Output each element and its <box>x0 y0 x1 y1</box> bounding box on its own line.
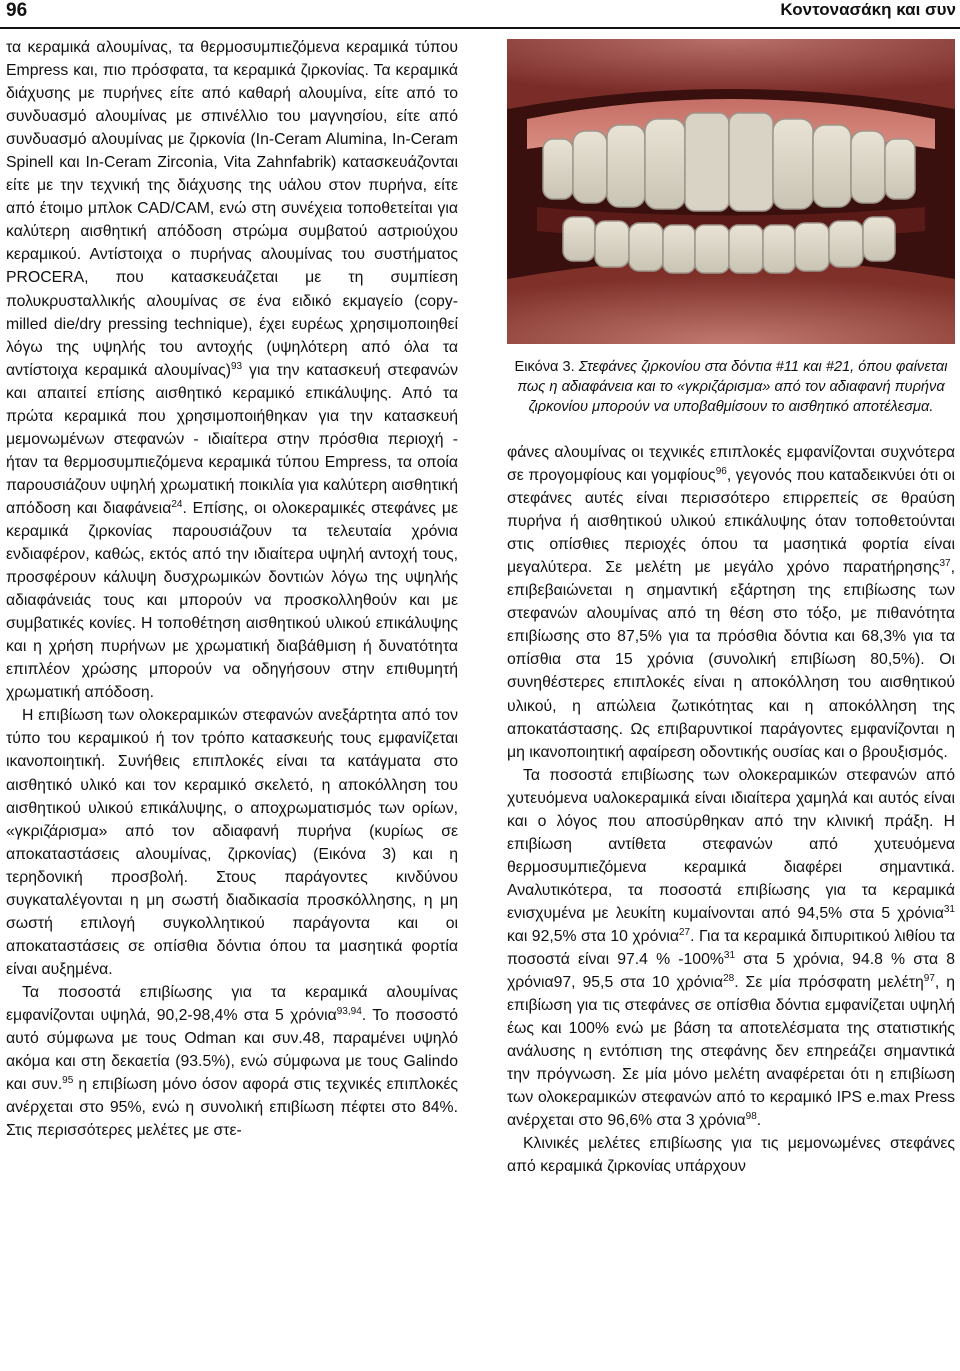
right-column <box>507 441 955 1179</box>
left-paragraph-2: Η επιβίωση των ολοκεραμικών στεφανών ανεξάρτητα από τον τύπο του κεραμικού ή τον τρόπο κατασκευής τους εμφανίζεται ικανοποιητική. Συνήθεις επιπλοκές είναι τα κατάγματα στο αισθητικό υλικό και τον κεραμικό σκελετό, η αποκόλληση του αισθητικού υλικού επικάλυψης, ο αποχρωματισμός των ορίων, «γκριζάρισμα» από τον αδιαφανή πυρήνα (κυρίως σε αποκαταστάσεις αλουμίνας, ζιρκονίας) (Εικόνα 3) και η τερηδονική προσβολή. Στους παράγοντες κινδύνου συγκαταλέγονται η μη σωστή διαδικασία προσκόλλησης, η μη σωστή επιλογή συγκολλητικού παράγοντα και οι αποκαταστάσεις σε οπίσθια δόντια όπου τα μασητικά φορτία είναι αυξημένα. <box>6 707 458 978</box>
running-head: Κοντονασάκη και συν <box>780 0 956 19</box>
left-paragraph-3: Τα ποσοστά επιβίωσης για τα κεραμικά αλουμίνας εμφανίζονται υψηλά, 90,2-98,4% στα 5 χρόνια$^{93,94}$. Το ποσοστό αυτό σύμφωνα με τους Odman και συν.48, παραμένει υψηλό ακόμα και στη δεκαετία (93.5%), ενώ σύμφωνα με τους Galindo και συν.$^{95}$ η επιβίωση μόνο όσον αφορά στις τεχνικές επιπλοκές ανέρχεται στο 95%, ενώ η συνολική επιβίωση πέφτει στο 84%. Στις περισσότερες μελέτες με στε- <box>6 983 458 1140</box>
right-paragraph-1: φάνες αλουμίνας οι τεχνικές επιπλοκές εμφανίζονται συχνότερα σε προγομφίους και γομφίους$^{96}$, γεγονός που καταδεικνύει ότι οι στεφάνες αυτές είναι περισσότερο επιρρεπείς σε θραύση πυρήνα ή αισθητικού υλικού επικάλυψης όταν τοποθετούνται στις οπίσθιες περιοχές όπου τα μασητικά φορτία είναι μεγαλύτερα. Σε μελέτη με μεγάλο χρόνο παρατήρησης$^{37}$, επιβεβαιώνεται η σημαντική εξάρτηση της επιβίωσης των στεφανών αλουμίνας από τη θέση στο τόξο, με πιθανότητα επιβίωσης στο 87,5% για τα πρόσθια δόντια και 68,3% για τα οπίσθια στα 15 χρόνια (συνολική επιβίωση 80,5%). Οι συνηθέστερες επιπλοκές είναι η αποκόλληση του αισθητικού υλικού, η απώλεια ζωτικότητας και η αποκόλληση της αποκατάστασης. Ως επιβαρυντικοί παράγοντες εμφανίζονται η μη ικανοποιητική αφαίρεση οδοντικής ουσίας και ο βρουξισμός. <box>507 444 956 761</box>
left-column <box>6 36 458 1142</box>
dental-photo <box>507 39 955 344</box>
figure-label: Εικόνα 3. <box>514 359 575 375</box>
figure-caption-text: Στεφάνες ζιρκονίου στα δόντια #11 και #21, όπου φαίνεται πως η αδιαφάνεια και το «γκριζάρισμα» από τον αδιαφανή πυρήνα ζιρκονίου μπορούν να υποβαθμίσουν το αισθητικό αποτέλεσμα. <box>517 359 948 415</box>
header-rule <box>0 27 960 29</box>
right-paragraph-2: Τα ποσοστά επιβίωσης των ολοκεραμικών στεφανών από χυτευόμενα υαλοκεραμικά είναι ιδιαίτερα χαμηλά και αυτός είναι και ο λόγος που αποσύρθηκαν από την κλινική πράξη. Η επιβίωση αντίθετα στεφανών από χυτευόμενα θερμοσυμπιεζόμενα κεραμικά διαφέρει σημαντικά. Αναλυτικότερα, τα ποσοστά επιβίωσης για τα κεραμικά ενισχυμένα με λευκίτη κυμαίνονται από 94,5% στα 5 χρόνια$^{31}$ και 92,5% στα 10 χρόνια$^{27}$. Για τα κεραμικά διπυριτικού λιθίου τα ποσοστά είναι 97.4 % -100%$^{31}$ στα 5 χρόνια, 94.8 % στα 8 χρόνια97, 95,5 στα 10 χρόνια$^{28}$. Σε μία πρόσφατη μελέτη$^{97}$, η επιβίωση για τις στεφάνες σε οπίσθια δόντια εμφανίζεται υψηλή έως και 100% ενώ με βάση τα αποτελέσματα της στατιστικής ανάλυσης η εντόπιση της στεφάνης δεν επηρεάζει σημαντικά την πρόγνωση. Σε μία μόνο μελέτη αναφέρεται ότι η επιβίωση των ολοκεραμικών στεφανών από το κεραμικό IPS e.max Press ανέρχεται στο 96,6% στα 3 χρόνια$^{98}$. <box>507 766 955 1130</box>
figure-caption <box>507 357 955 417</box>
right-paragraph-3: Κλινικές μελέτες επιβίωσης για τις μεμονωμένες στεφάνες από κεραμικά ζιρκονίας υπάρχουν <box>507 1135 955 1176</box>
page-number: 96 <box>6 0 28 21</box>
left-paragraph-1: τα κεραμικά αλουμίνας, τα θερμοσυμπιεζόμενα κεραμικά τύπου Empress και, πιο πρόσφατα, τα κεραμικά ζιρκονίας. Τα κεραμικά διάχυσης με πυρήνες είτε από καθαρή αλουμίνα, είτε από το συνδυασμό αλουμίνας με σπινέλλιο του μαγνησίου, είτε από συνδυασμό αλουμίνας με ζιρκονία (In-Ceram Alumina, In-Ceram Spinell και In-Ceram Zirconia, Vita Zahnfabrik) κατασκευάζονται είτε με την τεχνική της διάχυσης της υάλου στον πυρήνα, είτε από έτοιμο μπλοκ CAD/CAM, ενώ στη συνέχεια τοποθετείται για καλύτερη αισθητική απόδοση στρώμα συμβατού αστριούχου κεραμικού. Αντίστοιχα ο πυρήνας αλουμίνας του συστήματος PROCERA, που κατασκευάζεται με τη συμπίεση πολυκρυσταλλικής αλουμίνας σε ένα ειδικό εκμαγείο (copy-milled die/dry pressing technique), έχει ευρέως χρησιμοποιηθεί λόγω της υψηλής του αντοχής (υψηλότερη από όλα τα αντίστοιχα κεραμικά αλουμίνας)$^{93}$ για την κατασκευή στεφανών και απαιτεί επίσης αισθητικό κεραμικό επικάλυψης. Από τα πρώτα κεραμικά που χρησιμοποιήθηκαν για την κατασκευή μεμονωμένων στεφανών - ιδιαίτερα στην πρόσθια περιοχή - ήταν τα θερμοσυμπιεζόμενα κεραμικά τύπου Empress, τα οποία παρουσιάζουν υψηλή χρωματική ποικιλία για καλύτερη αισθητική απόδοση και διαφάνεια$^{24}$. Επίσης, οι ολοκεραμικές στεφάνες με κεραμικά ζιρκονίας παρουσιάζουν τα τελευταία χρόνια ενδιαφέρον, καθώς, εκτός από την ιδιαίτερα υψηλή αντοχή τους, προσφέρουν κάλυψη δυσχρωμικών δοντιών λόγω της υψηλής αδιαφάνειάς τους και μπορούν να προσκολληθούν και με συμβατικές κονίες. Η τοποθέτηση αισθητικού υλικού επικάλυψης και η χρήση πυρήνων με χρωματική διαβάθμιση ή δυνατότητα επιπλέον χρώσης μπορούν να οδηγήσουν στην επιθυμητή χρωματική απόδοση. <box>6 39 458 702</box>
